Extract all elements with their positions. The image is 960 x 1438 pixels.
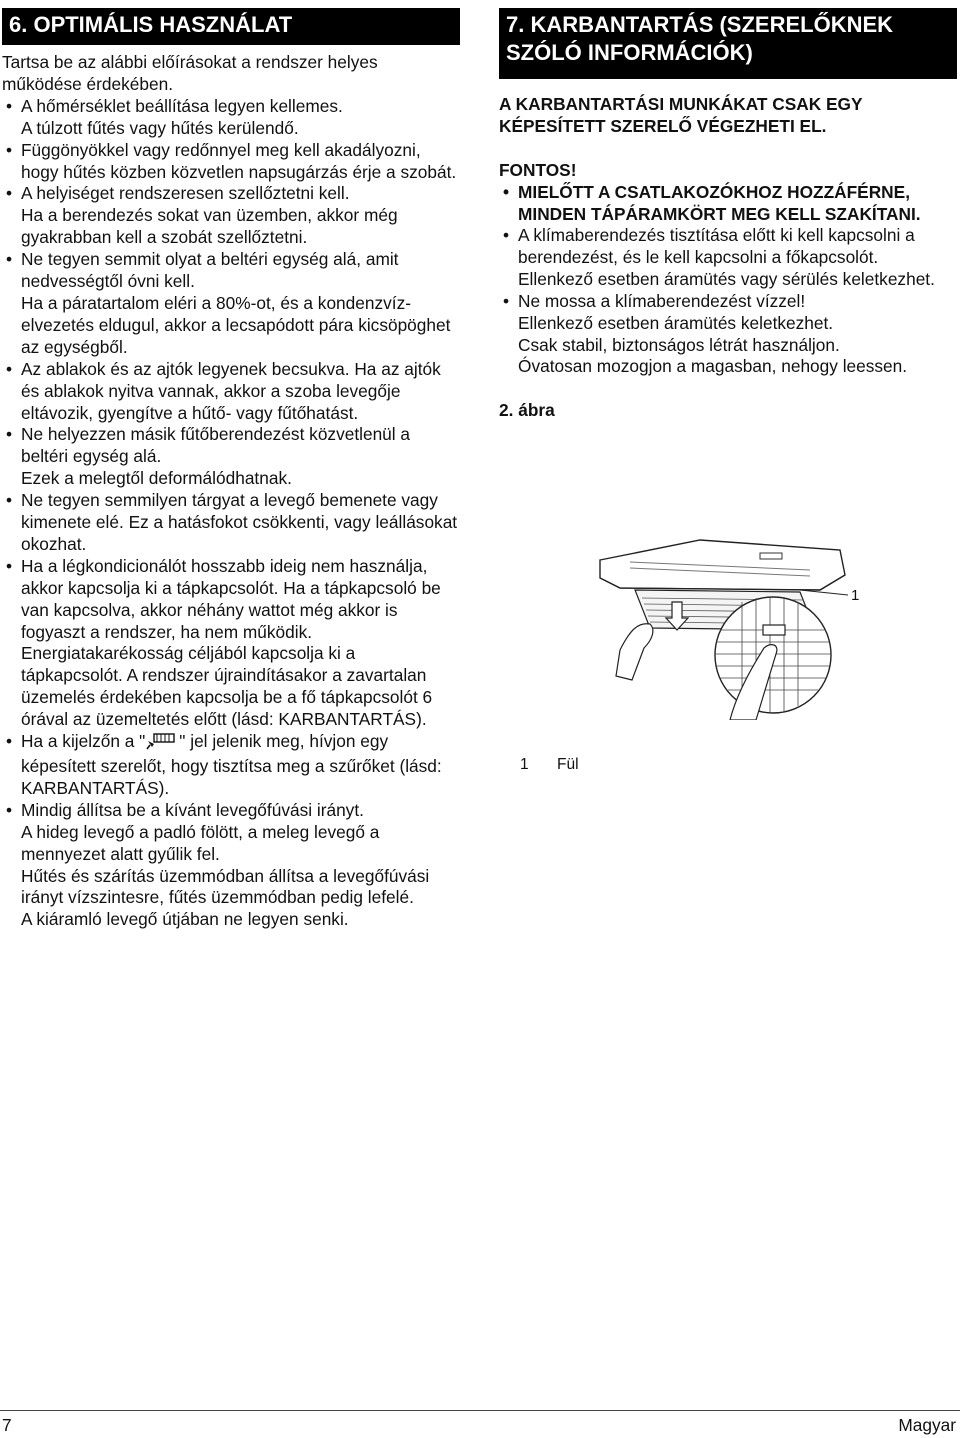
list-item-continuation: Ezek a melegtől deformálódhatnak.	[21, 468, 292, 489]
list-item-continuation: Csak stabil, biztonságos létrát használjon.	[518, 334, 840, 355]
list-item: • A hőmérséklet beállítása legyen kellemes.	[2, 96, 460, 118]
list-item: • Mindig állítsa be a kívánt levegőfúvási irányt.	[2, 800, 460, 822]
right-column	[499, 8, 957, 421]
list-item-text: Ha a kijelzőn a "	[21, 731, 146, 752]
page-number: 7	[2, 1415, 12, 1435]
list-item-continuation: A túlzott fűtés vagy hűtés kerülendő.	[21, 117, 299, 138]
optimal-use-body	[2, 52, 460, 931]
list-item: • MIELŐTT A CSATLAKOZÓKHOZ HOZZÁFÉRNE, MINDEN TÁPÁRAMKÖRT MEG KELL SZAKÍTANI.	[499, 181, 957, 225]
list-item: • Függönyökkel vagy redőnnyel meg kell akadályozni, hogy hűtés közben közvetlen napsugárzás érje a szobát.	[2, 140, 460, 184]
installer-warning: A KARBANTARTÁSI MUNKÁKAT CSAK EGY KÉPESÍTETT SZERELŐ VÉGEZHETI EL.	[499, 94, 863, 136]
filter-removal-illustration	[560, 520, 860, 725]
important-label: FONTOS!	[499, 160, 577, 180]
list-item-continuation: Ha a berendezés sokat van üzemben, akkor még gyakrabban kell a szobát szellőztetni.	[21, 205, 398, 248]
list-item-continuation: A kiáramló levegő útjában ne legyen senki.	[21, 909, 349, 930]
list-item: • A klímaberendezés tisztítása előtt ki kell kapcsolni a berendezést, és le kell kapcsolni a főkapcsolót. Ellenkező esetben áramütés vagy sérülés keletkezhet.	[499, 225, 957, 291]
section-heading-maintenance: 7. KARBANTARTÁS (SZERELŐKNEK SZÓLÓ INFORMÁCIÓK)	[499, 8, 957, 79]
list-item-continuation: Ha a páratartalom eléri a 80%-ot, és a kondenzvíz-elvezetés eldugul, akkor a lecsapódott pára kicsöpöghet az egységből.	[21, 292, 451, 357]
list-item-text: " jel jelenik meg, hívjon egy képesített szerelőt, hogy tisztítsa meg a szűrőket (lásd: KARBANTARTÁS).	[21, 731, 442, 798]
footer-divider	[0, 1410, 960, 1411]
left-column	[2, 8, 460, 931]
list-item: • Az ablakok és az ajtók legyenek becsukva. Ha az ajtók és ablakok nyitva vannak, akkor a szoba levegője eltávozik, gyengítve a hűtő- vagy fűtőhatást.	[2, 359, 460, 425]
optimal-use-list-tail	[2, 800, 460, 931]
figure-callout-number: 1	[851, 587, 860, 604]
figure-label: 2. ábra	[499, 400, 555, 421]
list-item	[2, 731, 460, 800]
list-item-continuation: Óvatosan mozogjon a magasban, nehogy leessen.	[518, 356, 908, 377]
list-item: • Ne tegyen semmit olyat a beltéri egység alá, amit nedvességtől óvni kell.	[2, 249, 460, 293]
intro-paragraph: Tartsa be az alábbi előírásokat a rendszer helyes működése érdekében.	[2, 52, 378, 94]
filter-cleaning-icon	[145, 732, 179, 756]
list-item-continuation: Ellenkező esetben áramütés keletkezhet.	[518, 312, 834, 333]
list-item-continuation: A hideg levegő a padló fölött, a meleg levegő a mennyezet alatt gyűlik fel.	[21, 821, 380, 864]
list-item: • Ne helyezzen másik fűtőberendezést közvetlenül a beltéri egység alá.	[2, 424, 460, 468]
maintenance-list	[499, 181, 957, 378]
legend-text: Fül	[557, 756, 579, 773]
maintenance-body	[499, 93, 957, 421]
list-item-continuation: Hűtés és szárítás üzemmódban állítsa a levegőfúvási irányt vízszintesre, fűtés üzemmódban pedig lefelé.	[21, 865, 430, 908]
list-item: • Ne tegyen semmilyen tárgyat a levegő bemenete vagy kimenete elé. Ez a hatásfokot csökkenti, vagy leállásokat okozhat.	[2, 490, 460, 556]
list-item: • Ne mossa a klímaberendezést vízzel!	[499, 291, 957, 313]
legend-number: 1	[520, 756, 529, 773]
footer-language: Magyar	[898, 1415, 956, 1435]
list-item: • Ha a légkondicionálót hosszabb ideig nem használja, akkor kapcsolja ki a tápkapcsolót. Ha a tápkapcsoló be van kapcsolva, akkor néhány wattot még akkor is fogyaszt a rendszer, ha nem működik. Energiatakarékosság céljából kapcsolja ki a tápkapcsolót. A rendszer újraindításakor a zavartalan üzemelés érdekében kapcsolja be a fő tápkapcsolót 6 órával az üzemeltetés előtt (lásd: KARBANTARTÁS).	[2, 556, 460, 731]
optimal-use-list	[2, 96, 460, 731]
section-heading-optimal-use: 6. OPTIMÁLIS HASZNÁLAT	[2, 8, 460, 45]
list-item: • A helyiséget rendszeresen szellőztetni kell.	[2, 183, 460, 205]
